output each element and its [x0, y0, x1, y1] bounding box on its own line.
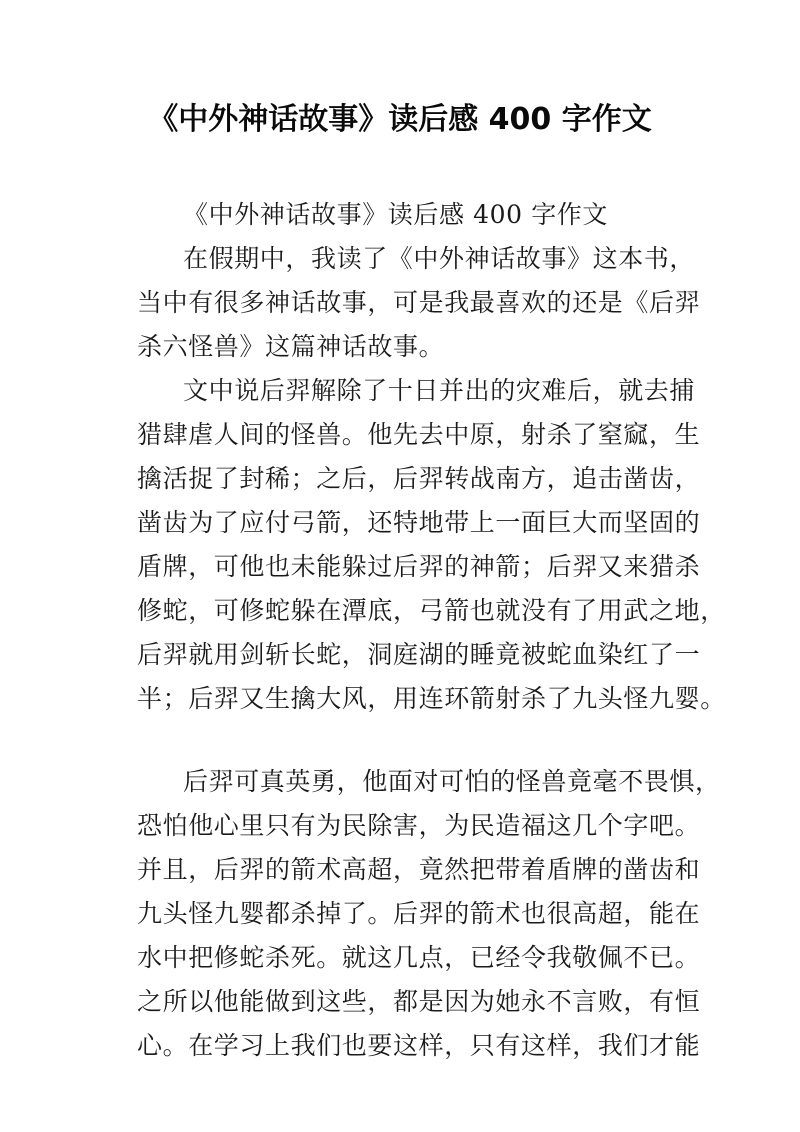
paragraph-gap [137, 721, 697, 760]
page-title: 《中外神话故事》读后感 400 字作文 [148, 102, 652, 137]
text-line: 并且，后羿的箭术高超，竟然把带着盾牌的凿齿和 [137, 855, 701, 884]
text-line: 后羿可真英勇，他面对可怕的怪兽竟毫不畏惧， [183, 767, 721, 796]
paragraph-3 [137, 760, 721, 1068]
text-line: 凿齿为了应付弓箭，还特地带上一面巨大而坚固的 [137, 508, 701, 537]
document-body [137, 193, 726, 1068]
text-line: 后羿就用剑斩长蛇，洞庭湖的睡竟被蛇血染红了一 [137, 640, 701, 669]
text-line: 杀六怪兽》这篇神话故事。 [137, 332, 445, 361]
text-line: 之所以他能做到这些，都是因为她永不言败，有恒 [137, 987, 701, 1016]
text-line: 修蛇，可修蛇躲在潭底，弓箭也就没有了用武之地， [137, 596, 726, 625]
text-line: 擒活捉了封稀；之后，后羿转战南方，追击凿齿， [137, 464, 701, 493]
text-line: 心。在学习上我们也要这样，只有这样，我们才能 [137, 1031, 701, 1060]
text-line: 九头怪九婴都杀掉了。后羿的箭术也很高超，能在 [137, 899, 701, 928]
text-line: 猎肆虐人间的怪兽。他先去中原，射杀了窒窳，生 [137, 420, 701, 449]
text-line: 盾牌，可他也未能躲过后羿的神箭；后羿又来猎杀 [137, 552, 701, 581]
text-line: 半；后羿又生擒大风，用连环箭射杀了九头怪九婴。 [137, 684, 726, 713]
text-line: 当中有很多神话故事，可是我最喜欢的还是《后羿 [137, 288, 701, 317]
text-line: 水中把修蛇杀死。就这几点，已经令我敬佩不已。 [137, 943, 701, 972]
paragraph-1 [137, 237, 701, 369]
text-line: 文中说后羿解除了十日并出的灾难后，就去捕 [183, 376, 696, 405]
text-line: 恐怕他心里只有为民除害，为民造福这几个字吧。 [137, 811, 701, 840]
paragraph-2 [137, 369, 726, 721]
text-line: 在假期中，我读了《中外神话故事》这本书， [183, 244, 696, 273]
essay-subtitle: 《中外神话故事》读后感 400 字作文 [183, 200, 609, 229]
